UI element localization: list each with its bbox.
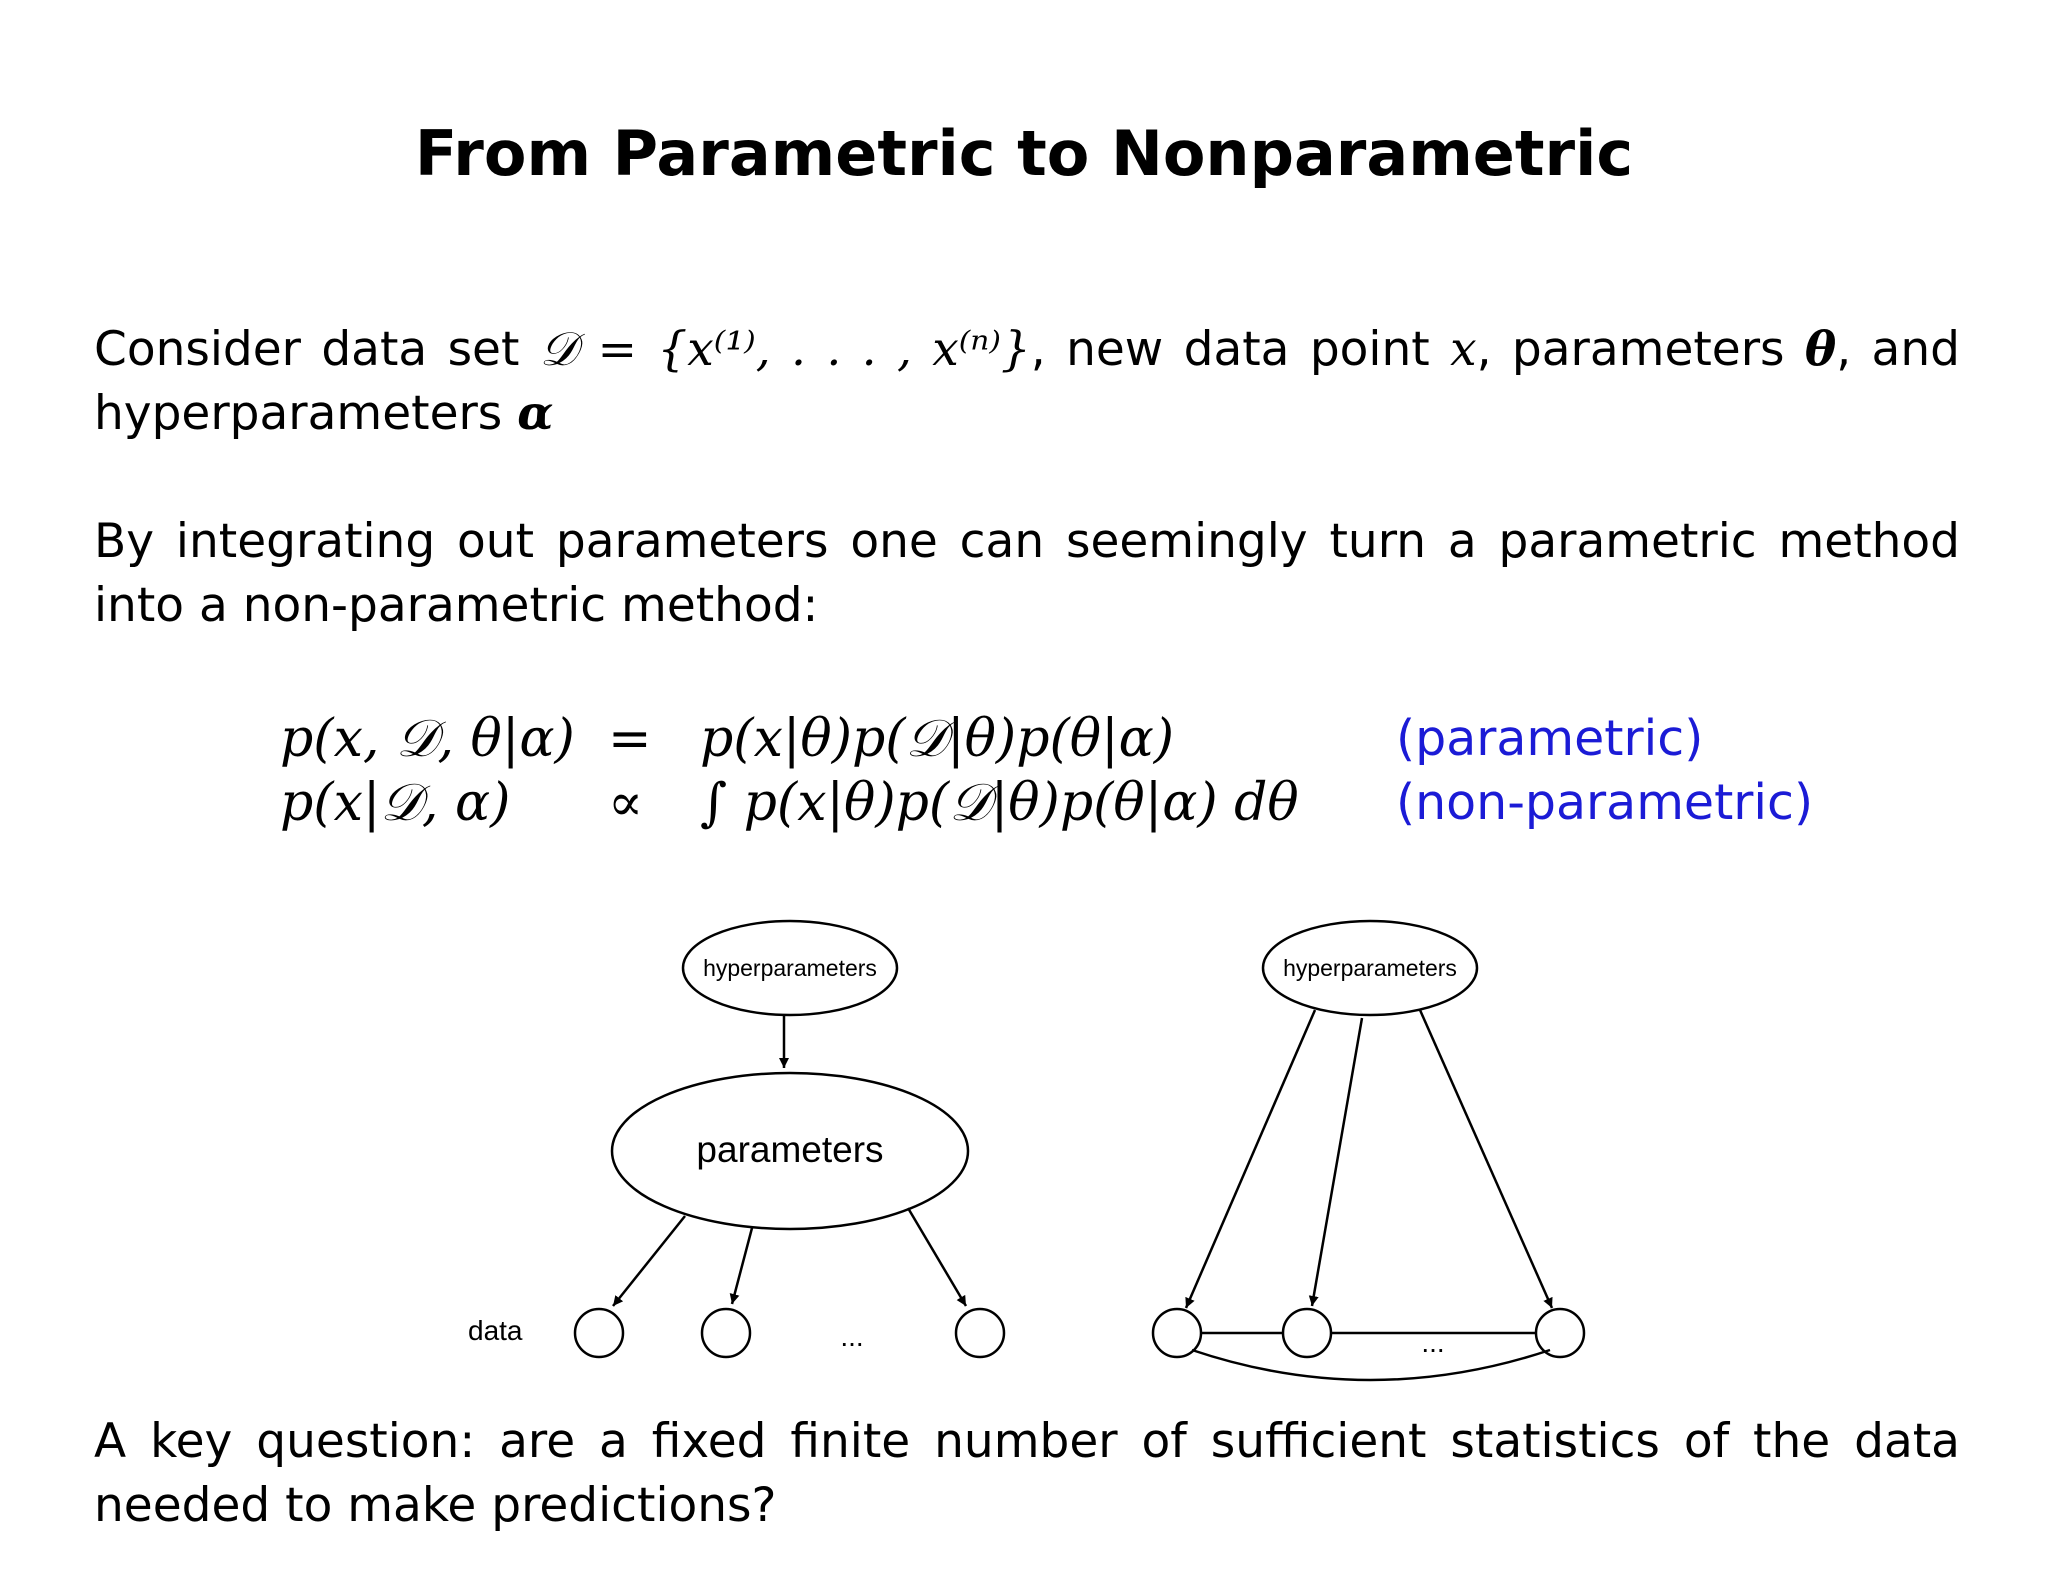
eq2-label: (non-parametric) — [1396, 774, 1814, 831]
parametric-model — [468, 921, 1004, 1357]
eq1-lhs: p(x, 𝒟, θ|α) — [280, 709, 575, 769]
integration-paragraph: By integrating out parameters one can seemingly turn a parametric method into a non-parametric method: — [94, 514, 1960, 633]
params-to-data1-arrow — [613, 1216, 685, 1306]
eq2-rhs: ∫ p(x|θ)p(𝒟|θ)p(θ|α) dθ — [700, 773, 1299, 833]
data-node-2 — [702, 1309, 750, 1357]
data-node-3 — [956, 1309, 1004, 1357]
hyper-to-data2-arrow — [1312, 1018, 1362, 1306]
slide-title: From Parametric to Nonparametric — [414, 117, 1634, 190]
hyper-to-data3-arrow — [1420, 1010, 1552, 1308]
eq1-relation: = — [608, 709, 652, 769]
right-data-node-2 — [1283, 1309, 1331, 1357]
left-ellipsis: ... — [840, 1321, 864, 1352]
key-question-paragraph: A key question: are a fixed finite number of sufficient statistics of the data needed to make predictions? — [94, 1414, 1960, 1533]
nonparametric-model — [1153, 921, 1584, 1380]
eq2-relation: ∝ — [608, 773, 644, 833]
alpha-symbol: α — [517, 386, 554, 441]
consider-text: Consider data set — [94, 322, 520, 377]
right-data-node-3 — [1536, 1309, 1584, 1357]
data1-data3-edge — [1192, 1350, 1550, 1380]
hyper-to-data1-arrow — [1186, 1010, 1315, 1308]
data-node-1 — [575, 1309, 623, 1357]
left-hyperparameters-label: hyperparameters — [703, 955, 877, 981]
eq1-rhs: p(x|θ)p(𝒟|θ)p(θ|α) — [700, 709, 1174, 769]
right-ellipsis: ... — [1421, 1327, 1445, 1358]
params-text: , parameters — [1476, 322, 1785, 377]
new-point-symbol: x — [1450, 322, 1477, 377]
new-point-text: , new data point — [1030, 322, 1430, 377]
right-data-node-1 — [1153, 1309, 1201, 1357]
parameters-label: parameters — [696, 1129, 884, 1170]
and-text: , and — [1836, 322, 1960, 377]
data-label: data — [468, 1315, 523, 1346]
right-hyperparameters-label: hyperparameters — [1283, 955, 1457, 981]
eq2-lhs: p(x|𝒟, α) — [280, 773, 511, 833]
params-to-data3-arrow — [908, 1208, 966, 1306]
eq1-label: (parametric) — [1396, 710, 1704, 767]
theta-symbol: θ — [1804, 322, 1837, 377]
hyper-text: hyperparameters — [94, 386, 503, 441]
dataset-expression: 𝒟 = {x⁽¹⁾, . . . , x⁽ⁿ⁾} — [539, 322, 1031, 377]
params-to-data2-arrow — [732, 1228, 752, 1304]
